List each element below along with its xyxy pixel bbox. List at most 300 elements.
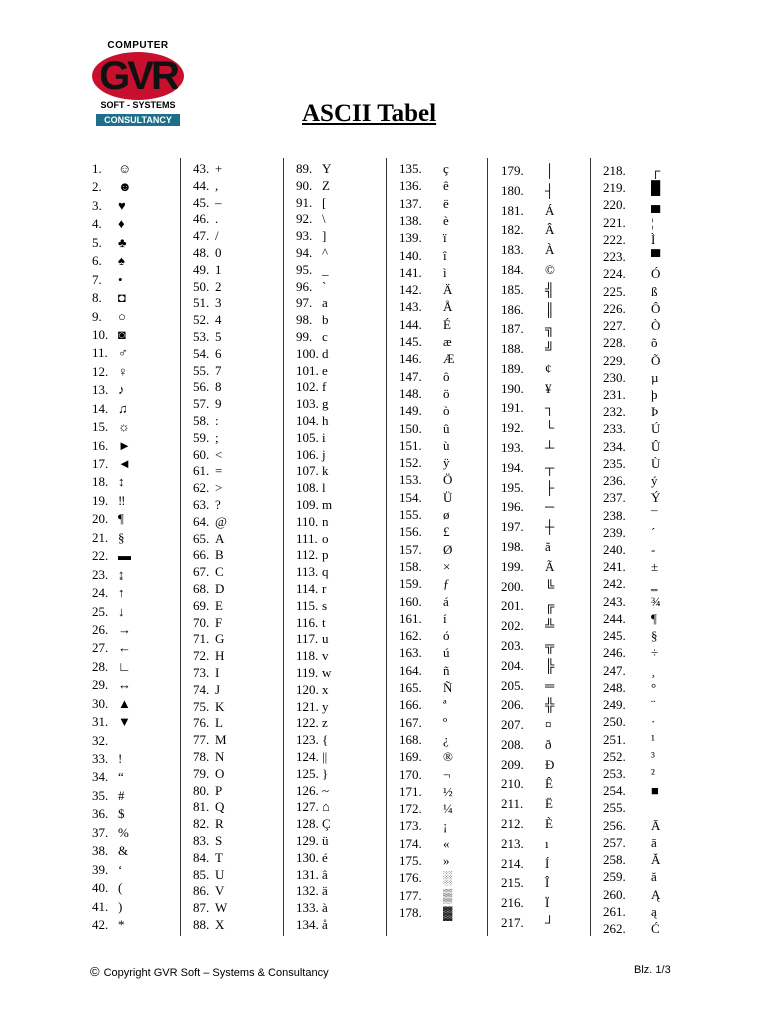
table-row — [193, 363, 222, 378]
table-row — [92, 290, 126, 305]
ascii-code: 90. — [296, 178, 313, 193]
ascii-character: / — [215, 228, 219, 243]
ascii-code: 244. — [603, 611, 626, 626]
table-row — [399, 905, 453, 920]
table-row — [92, 530, 125, 545]
table-row — [501, 321, 555, 336]
table-row — [501, 895, 550, 910]
table-row — [501, 282, 555, 297]
table-row — [501, 598, 555, 613]
table-row — [399, 611, 447, 626]
ascii-character: ◄ — [118, 456, 131, 471]
ascii-code: 219. — [603, 180, 626, 195]
ascii-character: ¼ — [443, 801, 453, 816]
ascii-code: 117. — [296, 631, 319, 646]
ascii-code: 245. — [603, 628, 626, 643]
table-row — [92, 548, 131, 563]
ascii-code: 223. — [603, 249, 626, 264]
ascii-character: 8 — [215, 379, 222, 394]
ascii-code: 255. — [603, 800, 626, 815]
table-row — [399, 818, 448, 833]
table-row — [603, 404, 659, 419]
ascii-code: 63. — [193, 497, 210, 512]
ascii-code: 205. — [501, 678, 524, 693]
table-row — [603, 197, 661, 212]
ascii-character: ç — [443, 161, 449, 176]
ascii-character: ► — [118, 438, 131, 453]
table-row — [193, 631, 225, 646]
ascii-character: c — [322, 329, 328, 344]
ascii-character: Û — [651, 439, 661, 454]
ascii-code: 115. — [296, 598, 319, 613]
ascii-code: 42. — [92, 917, 109, 932]
ascii-character: Q — [215, 799, 225, 814]
table-row — [193, 917, 225, 932]
ascii-code: 128. — [296, 816, 319, 831]
ascii-character: ò — [443, 403, 450, 418]
ascii-code: 58. — [193, 413, 210, 428]
ascii-character: ┘ — [545, 915, 555, 930]
ascii-code: 194. — [501, 460, 524, 475]
table-row — [296, 497, 333, 512]
ascii-character: Â — [545, 222, 555, 237]
ascii-code: 169. — [399, 749, 422, 764]
ascii-character: ı — [545, 836, 549, 851]
ascii-code: 252. — [603, 749, 626, 764]
ascii-code: 222. — [603, 232, 626, 247]
ascii-code: 124. — [296, 749, 319, 764]
table-row — [92, 788, 125, 803]
ascii-code: 203. — [501, 638, 524, 653]
table-row — [296, 883, 328, 898]
ascii-code: 108. — [296, 480, 319, 495]
ascii-code: 239. — [603, 525, 626, 540]
ascii-character: ; — [215, 430, 219, 445]
ascii-character: L — [215, 715, 223, 730]
ascii-code: 29. — [92, 677, 109, 692]
ascii-character: Æ — [443, 351, 455, 366]
ascii-code: 202. — [501, 618, 524, 633]
ascii-character: ┴ — [545, 440, 555, 455]
ascii-code: 210. — [501, 776, 524, 791]
ascii-character: ┬ — [545, 460, 555, 475]
logo-mark-text: GVR — [99, 54, 177, 98]
ascii-code: 161. — [399, 611, 422, 626]
ascii-code: 72. — [193, 648, 210, 663]
ascii-character: ╣ — [545, 282, 555, 297]
ascii-character: ▓ — [443, 905, 453, 920]
ascii-code: 168. — [399, 732, 422, 747]
ascii-character: ā — [651, 835, 657, 850]
ascii-code: 185. — [501, 282, 524, 297]
table-row — [501, 341, 555, 356]
ascii-code: 93. — [296, 228, 313, 243]
ascii-code: 199. — [501, 559, 524, 574]
ascii-character: ○ — [118, 309, 126, 324]
ascii-code: 74. — [193, 682, 210, 697]
table-row — [296, 531, 329, 546]
ascii-character: p — [322, 547, 329, 562]
ascii-character: └ — [545, 420, 555, 435]
ascii-code: 99. — [296, 329, 313, 344]
table-row — [296, 833, 329, 848]
ascii-code: 26. — [92, 622, 109, 637]
table-row — [92, 216, 125, 231]
ascii-character: Ý — [651, 490, 661, 505]
logo-consultancy-text: CONSULTANCY — [96, 114, 180, 126]
table-row — [399, 317, 451, 332]
table-row — [603, 887, 661, 902]
ascii-character: m — [322, 497, 333, 512]
ascii-code: 172. — [399, 801, 422, 816]
ascii-code: 3. — [92, 198, 102, 213]
ascii-code: 127. — [296, 799, 319, 814]
table-row — [193, 783, 223, 798]
ascii-code: 95. — [296, 262, 313, 277]
ascii-character: µ — [651, 370, 659, 385]
table-row — [501, 875, 550, 890]
ascii-code: 31. — [92, 714, 109, 729]
ascii-code: 184. — [501, 262, 524, 277]
table-row — [193, 749, 225, 764]
table-row — [501, 400, 555, 415]
ascii-code: 18. — [92, 474, 109, 489]
ascii-code: 82. — [193, 816, 210, 831]
table-row — [501, 420, 555, 435]
ascii-code: 110. — [296, 514, 319, 529]
table-row — [92, 659, 131, 674]
ascii-code: 238. — [603, 508, 626, 523]
ascii-code: 226. — [603, 301, 626, 316]
ascii-code: 80. — [193, 783, 210, 798]
table-row — [92, 917, 125, 932]
ascii-code: 107. — [296, 463, 319, 478]
ascii-character: Å — [443, 299, 453, 314]
table-row — [603, 835, 657, 850]
ascii-code: 52. — [193, 312, 210, 327]
ascii-code: 142. — [399, 282, 422, 297]
ascii-character: - — [651, 542, 656, 557]
table-row — [603, 594, 661, 609]
table-row — [399, 715, 448, 730]
ascii-character: ÷ — [651, 645, 659, 660]
table-row — [92, 179, 132, 194]
table-row — [193, 564, 224, 579]
table-row — [296, 749, 328, 764]
ascii-code: 96. — [296, 279, 313, 294]
table-row — [501, 460, 555, 475]
ascii-character: Ć — [651, 921, 660, 936]
ascii-character: » — [443, 853, 450, 868]
table-row — [501, 361, 552, 376]
table-row — [193, 883, 225, 898]
table-row — [501, 697, 555, 712]
ascii-character: * — [118, 917, 125, 932]
ascii-character: E — [215, 598, 223, 613]
ascii-code: 6. — [92, 253, 102, 268]
table-row — [603, 335, 658, 350]
ascii-code: 159. — [399, 576, 422, 591]
ascii-code: 121. — [296, 699, 319, 714]
ascii-character: æ — [443, 334, 452, 349]
ascii-character: § — [651, 628, 658, 643]
ascii-character: ┐ — [545, 400, 555, 415]
ascii-code: 61. — [193, 463, 210, 478]
ascii-code: 89. — [296, 161, 313, 176]
ascii-character: ¹ — [651, 732, 655, 747]
ascii-code: 54. — [193, 346, 210, 361]
table-row — [603, 180, 661, 195]
ascii-code: 20. — [92, 511, 109, 526]
ascii-character: ╔ — [545, 598, 555, 613]
table-row — [603, 232, 656, 247]
table-row — [193, 346, 222, 361]
ascii-character: í — [443, 611, 447, 626]
ascii-character: – — [215, 195, 222, 210]
ascii-character: ╚ — [545, 579, 555, 594]
ascii-code: 59. — [193, 430, 210, 445]
ascii-code: 249. — [603, 697, 626, 712]
ascii-character: « — [443, 836, 450, 851]
ascii-character: Ă — [651, 852, 661, 867]
table-row — [603, 697, 656, 712]
ascii-character: ▬ — [118, 548, 131, 563]
ascii-code: 149. — [399, 403, 422, 418]
table-row — [399, 421, 450, 436]
ascii-code: 87. — [193, 900, 210, 915]
table-row — [193, 648, 225, 663]
ascii-character: → — [118, 622, 131, 637]
table-row — [92, 272, 123, 287]
ascii-code: 35. — [92, 788, 109, 803]
ascii-character: ° — [651, 680, 657, 695]
ascii-code: 2. — [92, 179, 102, 194]
table-row — [193, 329, 222, 344]
table-row — [193, 480, 223, 495]
footer-page-number: Blz. 1/3 — [634, 964, 671, 976]
ascii-code: 221. — [603, 215, 626, 230]
ascii-character: t — [322, 615, 326, 630]
ascii-code: 33. — [92, 751, 109, 766]
ascii-character: X — [215, 917, 225, 932]
ascii-code: 197. — [501, 519, 524, 534]
table-row — [296, 463, 329, 478]
table-row — [92, 438, 131, 453]
table-row — [296, 900, 328, 915]
table-row — [296, 699, 329, 714]
ascii-code: 16. — [92, 438, 109, 453]
ascii-code: 30. — [92, 696, 109, 711]
table-row — [603, 353, 661, 368]
ascii-character: v — [322, 648, 329, 663]
ascii-character: ◘ — [118, 290, 126, 305]
table-row — [603, 266, 661, 281]
ascii-character: . — [215, 211, 219, 226]
ascii-code: 241. — [603, 559, 626, 574]
ascii-code: 79. — [193, 766, 210, 781]
ascii-character: ß — [651, 284, 658, 299]
ascii-character: º — [443, 715, 448, 730]
ascii-code: 64. — [193, 514, 210, 529]
table-row — [193, 228, 219, 243]
ascii-character: R — [215, 816, 224, 831]
ascii-character: < — [215, 447, 223, 462]
ascii-character: è — [443, 213, 449, 228]
ascii-code: 236. — [603, 473, 626, 488]
table-row — [92, 253, 125, 268]
ascii-code: 21. — [92, 530, 109, 545]
table-row — [92, 345, 128, 360]
ascii-character: ¥ — [545, 381, 552, 396]
ascii-character: l — [322, 480, 326, 495]
table-row — [193, 598, 223, 613]
ascii-code: 153. — [399, 472, 422, 487]
ascii-code: 123. — [296, 732, 319, 747]
table-row — [296, 631, 329, 646]
ascii-character: ¦ — [651, 215, 654, 230]
ascii-code: 81. — [193, 799, 210, 814]
ascii-code: 240. — [603, 542, 626, 557]
ascii-character: À — [545, 242, 555, 257]
ascii-code: 13. — [92, 382, 109, 397]
ascii-character: Ą — [651, 887, 661, 902]
table-row — [603, 818, 661, 833]
table-row — [193, 161, 223, 176]
ascii-character: ² — [651, 766, 655, 781]
ascii-character: ↨ — [118, 567, 125, 582]
ascii-character: Ò — [651, 318, 661, 333]
table-row — [399, 472, 453, 487]
ascii-character: I — [215, 665, 220, 680]
ascii-code: 157. — [399, 542, 422, 557]
table-row — [501, 856, 550, 871]
table-row — [92, 769, 124, 784]
ascii-code: 34. — [92, 769, 109, 784]
table-row — [501, 539, 551, 554]
ascii-code: 230. — [603, 370, 626, 385]
ascii-character: â — [322, 867, 328, 882]
ascii-character: 4 — [215, 312, 222, 327]
ascii-character: , — [215, 178, 219, 193]
ascii-code: 261. — [603, 904, 626, 919]
ascii-character: ý — [651, 473, 658, 488]
ascii-code: 224. — [603, 266, 626, 281]
ascii-character: D — [215, 581, 225, 596]
ascii-code: 53. — [193, 329, 210, 344]
ascii-code: 218. — [603, 163, 626, 178]
ascii-character: ´ — [651, 525, 656, 540]
table-row — [92, 622, 131, 637]
table-row — [501, 480, 555, 495]
table-row — [399, 680, 453, 695]
ascii-code: 92. — [296, 211, 313, 226]
table-row — [92, 714, 131, 729]
ascii-character: 3 — [215, 295, 222, 310]
ascii-code: 119. — [296, 665, 319, 680]
ascii-code: 140. — [399, 248, 422, 263]
ascii-code: 178. — [399, 905, 422, 920]
table-row — [603, 576, 658, 591]
ascii-character: ♀ — [118, 364, 128, 379]
table-row — [603, 921, 660, 936]
ascii-character: ♂ — [118, 345, 128, 360]
table-row — [296, 279, 327, 294]
ascii-code: 211. — [501, 796, 524, 811]
ascii-code: 137. — [399, 196, 422, 211]
table-row — [399, 507, 450, 522]
ascii-character: “ — [118, 769, 124, 784]
ascii-character: ♥ — [118, 198, 126, 213]
ascii-code: 192. — [501, 420, 524, 435]
ascii-character: Ā — [651, 818, 661, 833]
table-row — [603, 249, 661, 264]
ascii-character: ą — [651, 904, 657, 919]
logo-soft-text: SOFT - SYSTEMS — [100, 100, 176, 110]
ascii-character: Ô — [651, 301, 661, 316]
table-row — [603, 508, 658, 523]
table-row — [603, 370, 659, 385]
ascii-code: 19. — [92, 493, 109, 508]
footer-copyright — [90, 964, 329, 979]
table-row — [603, 439, 661, 454]
ascii-code: 220. — [603, 197, 626, 212]
ascii-code: 67. — [193, 564, 210, 579]
table-row — [501, 915, 555, 930]
table-row — [603, 542, 656, 557]
ascii-character: $ — [118, 806, 125, 821]
ascii-character: 2 — [215, 279, 222, 294]
ascii-code: 251. — [603, 732, 626, 747]
ascii-character: ‗ — [651, 576, 658, 591]
ascii-character: î — [443, 248, 447, 263]
ascii-character: ^ — [322, 245, 329, 260]
ascii-code: 65. — [193, 531, 210, 546]
ascii-character: ¬ — [443, 767, 451, 782]
table-row — [603, 645, 659, 660]
ascii-code: 32. — [92, 733, 109, 748]
ascii-character: J — [215, 682, 221, 697]
ascii-character: 7 — [215, 363, 222, 378]
ascii-character: ♦ — [118, 216, 125, 231]
ascii-code: 233. — [603, 421, 626, 436]
table-row — [399, 299, 453, 314]
table-row — [399, 438, 450, 453]
ascii-code: 150. — [399, 421, 422, 436]
ascii-character: ↓ — [118, 604, 125, 619]
ascii-code: 76. — [193, 715, 210, 730]
ascii-character: f — [322, 379, 327, 394]
table-row — [603, 215, 654, 230]
ascii-character: ¾ — [651, 594, 661, 609]
table-row — [193, 262, 222, 277]
ascii-code: 179. — [501, 163, 524, 178]
ascii-character: Þ — [651, 404, 659, 419]
ascii-code: 145. — [399, 334, 422, 349]
table-row — [399, 732, 449, 747]
ascii-code: 22. — [92, 548, 109, 563]
ascii-character: ñ — [443, 663, 450, 678]
table-row — [603, 284, 658, 299]
ascii-code: 109. — [296, 497, 319, 512]
ascii-character: U — [215, 867, 225, 882]
table-row — [603, 387, 658, 402]
table-row — [92, 327, 126, 342]
ascii-code: 235. — [603, 456, 626, 471]
ascii-character: h — [322, 413, 329, 428]
ascii-character: [ — [322, 195, 327, 210]
table-row — [193, 581, 225, 596]
table-row — [501, 836, 549, 851]
